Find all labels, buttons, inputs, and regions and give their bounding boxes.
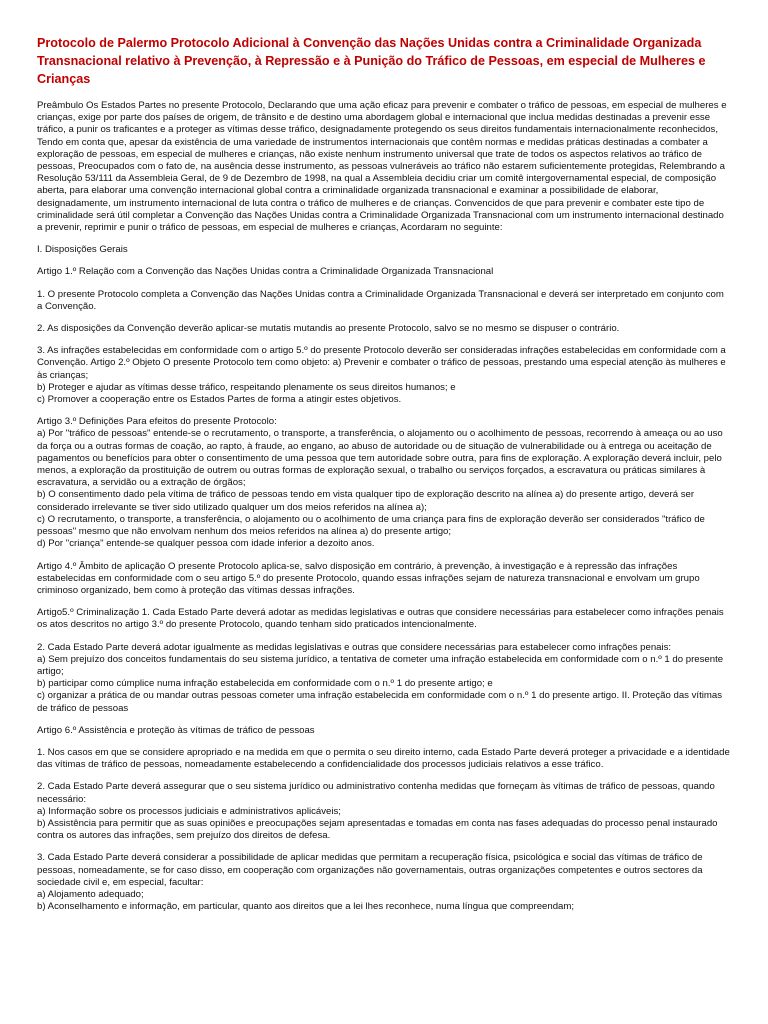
text-line: b) Proteger e ajudar as vítimas desse tráfico, respeitando plenamente os seus direitos humanos; e <box>37 381 456 393</box>
text-line: 3. Cada Estado Parte deverá considerar a possibilidade de aplicar medidas que permitam a recuperação física, psicológica e social das vítimas de tráfico de pessoas, nomeadamente, se for caso disso, em cooperação com organizações não governamentais, outras organizações competentes e outros sectores da sociedade civil e, em especial, facultar: <box>37 852 703 888</box>
paragraph <box>37 323 730 335</box>
text-line: b) participar como cúmplice numa infração estabelecida em conformidade com o n.º 1 do presente artigo; e <box>37 678 493 690</box>
text-line: a) Informação sobre os processos judiciais e administrativos aplicáveis; <box>37 805 341 817</box>
text-line: Artigo5.º Criminalização 1. Cada Estado Parte deverá adotar as medidas legislativas e outras que considere necessárias para estabelecer como infrações penais os atos descritos no artigo 3.º do presente Protocolo, quando tenham sido praticados intencionalmente. <box>37 607 724 631</box>
text-line: 2. Cada Estado Parte deverá assegurar que o seu sistema jurídico ou administrativo contenha medidas que forneçam às vítimas de tráfico de pessoas, quando necessário: <box>37 781 715 805</box>
paragraph <box>37 100 730 234</box>
text-line: 2. As disposições da Convenção deverão aplicar-se mutatis mutandis ao presente Protocolo, salvo se no mesmo se dispuser o contrário. <box>37 323 620 335</box>
text-line: I. Disposições Gerais <box>37 244 128 256</box>
text-line: Artigo 3.º Definições Para efeitos do presente Protocolo: <box>37 416 277 428</box>
text-line: 1. Nos casos em que se considere apropriado e na medida em que o permita o seu direito interno, cada Estado Parte deverá proteger a privacidade e a identidade das vítimas de tráfico de pessoas, nomeadamente estabelecendo a confidencialidade dos processos judiciais relativos a esse tráfico. <box>37 746 730 771</box>
text-line: c) organizar a prática de ou mandar outras pessoas cometer uma infração estabelecida em conformidade com o n.º 1 do presente artigo. II. Proteção das vítimas de tráfico de pessoas <box>37 690 723 714</box>
text-line: d) Por "criança" entende-se qualquer pessoa com idade inferior a dezoito anos. <box>37 538 375 550</box>
text-line: Artigo 1.º Relação com a Convenção das Nações Unidas contra a Criminalidade Organizada Transnacional <box>37 266 494 278</box>
text-line: 3. As infrações estabelecidas em conformidade com o artigo 5.º do presente Protocolo deverão ser consideradas infrações estabelecidas em conformidade com a Convenção. Artigo 2.º Objeto O presente Protocolo tem como objeto: a) Prevenir e combater o tráfico de pessoas, prestando uma especial atenção às mulheres e às crianças; <box>37 345 726 381</box>
paragraph <box>37 607 730 631</box>
text-line: c) Promover a cooperação entre os Estados Partes de forma a atingir estes objetivos. <box>37 394 402 406</box>
paragraph <box>37 416 730 550</box>
paragraph <box>37 561 730 598</box>
text-line: b) Assistência para permitir que as suas opiniões e preocupações sejam apresentadas e tomadas em conta nas fases adequadas do processo penal instaurado contra os autores das infrações, sem prejuízo dos direitos de defesa. <box>37 817 718 842</box>
text-line: c) O recrutamento, o transporte, a transferência, o alojamento ou o acolhimento de uma criança para fins de exploração deverão ser considerados "tráfico de pessoas" mesmo que não envolvam nenhum dos meios referidos na alínea a) do presente artigo; <box>37 513 705 538</box>
paragraph <box>37 852 730 913</box>
paragraph <box>37 642 730 715</box>
text-line: 2. Cada Estado Parte deverá adotar igualmente as medidas legislativas e outras que considere necessárias para estabelecer como infrações penais: <box>37 641 672 653</box>
paragraph <box>37 345 730 406</box>
text-line: 1. O presente Protocolo completa a Convenção das Nações Unidas contra a Criminalidade Organizada Transnacional e deverá ser interpretado em conjunto com a Convenção. <box>37 288 724 312</box>
text-line: Artigo 6.º Assistência e proteção às vítimas de tráfico de pessoas <box>37 724 315 736</box>
paragraph <box>37 725 730 737</box>
text-line: a) Alojamento adequado; <box>37 888 144 900</box>
paragraph <box>37 266 730 278</box>
text-line: b) O consentimento dado pela vítima de tráfico de pessoas tendo em vista qualquer tipo de exploração descrito na alínea a) do presente artigo, deverá ser considerado irrelevante se tiver sido utilizado qualquer um dos meios referidos na alínea a); <box>37 489 695 513</box>
document-title: Protocolo de Palermo Protocolo Adicional à Convenção das Nações Unidas contra a Criminalidade Organizada Transnacional relativo à Prevenção, à Repressão e à Punição do Tráfico de Pessoas, em especial de Mulheres e Crianças <box>37 36 706 86</box>
text-line: Artigo 4.º Âmbito de aplicação O presente Protocolo aplica-se, salvo disposição em contrário, à prevenção, à investigação e à repressão das infrações estabelecidas em conformidade com o seu artigo 5.º do presente Protocolo, quando essas infrações sejam de natureza transnacional e envolvam um grupo criminoso organizado, bem como à proteção das vítimas dessas infrações. <box>37 560 700 596</box>
text-line: a) Por "tráfico de pessoas" entende-se o recrutamento, o transporte, a transferência, o alojamento ou o acolhimento de pessoas, recorrendo à ameaça ou ao uso da força ou a outras formas de coação, ao rapto, à fraude, ao engano, ao abuso de autoridade ou de situação de vulnerabilidade ou à entrega ou aceitação de pagamentos ou benefícios para obter o consentimento de uma pessoa que tem autoridade sobre outra, para fins de exploração. A exploração deverá incluir, pelo menos, a exploração da prostituição de outrem ou outras formas de exploração sexual, o trabalho ou serviços forçados, a escravatura ou práticas similares à escravatura, a servidão ou a extração de órgãos; <box>37 428 723 489</box>
paragraph <box>37 781 730 842</box>
text-line: Preâmbulo Os Estados Partes no presente Protocolo, Declarando que uma ação eficaz para prevenir e combater o tráfico de pessoas, em especial de mulheres e crianças, exige por parte dos países de origem, de trânsito e de destino uma abordagem global e internacional que inclua medidas destinadas a prevenir esse tráfico, a punir os traficantes e a proteger as vítimas desse tráfico, designadamente protegendo os seus direitos fundamentais internacionalmente reconhecidos, Tendo em conta que, apesar da existência de uma variedade de instrumentos internacionais que contêm normas e medidas práticas destinadas a combater a exploração de pessoas, em especial de mulheres e crianças, não existe nenhum instrumento universal que trate de todos os aspectos relativos ao tráfico de pessoas, Preocupados com o fato de, na ausência desse instrumento, as pessoas vulneráveis ao tráfico não estarem suficientemente protegidas, Relembrando a Resolução 53/111 da Assembleia Geral, de 9 de Dezembro de 1998, na qual a Assembleia decidiu criar um comitê intergovernamental especial, de composição aberta, para elaborar uma convenção internacional global contra a criminalidade organizada transnacional e examinar a possibilidade de elaborar, designadamente, um instrumento internacional de luta contra o tráfico de mulheres e de crianças. Convencidos de que para prevenir e combater este tipo de criminalidade será útil completar a Convenção das Nações Unidas contra a Criminalidade Organizada Transnacional com um instrumento internacional destinado a prevenir, reprimir e punir o tráfico de pessoas, em especial de mulheres e crianças, Acordaram no seguinte: <box>37 100 727 234</box>
paragraph <box>37 747 730 771</box>
paragraph <box>37 244 730 256</box>
document-body <box>37 100 730 913</box>
text-line: a) Sem prejuízo dos conceitos fundamentais do seu sistema jurídico, a tentativa de cometer uma infração estabelecida em conformidade com o n.º 1 do presente artigo; <box>37 653 724 677</box>
text-line: b) Aconselhamento e informação, em particular, quanto aos direitos que a lei lhes reconhece, numa língua que compreendam; <box>37 901 575 913</box>
paragraph <box>37 289 730 313</box>
